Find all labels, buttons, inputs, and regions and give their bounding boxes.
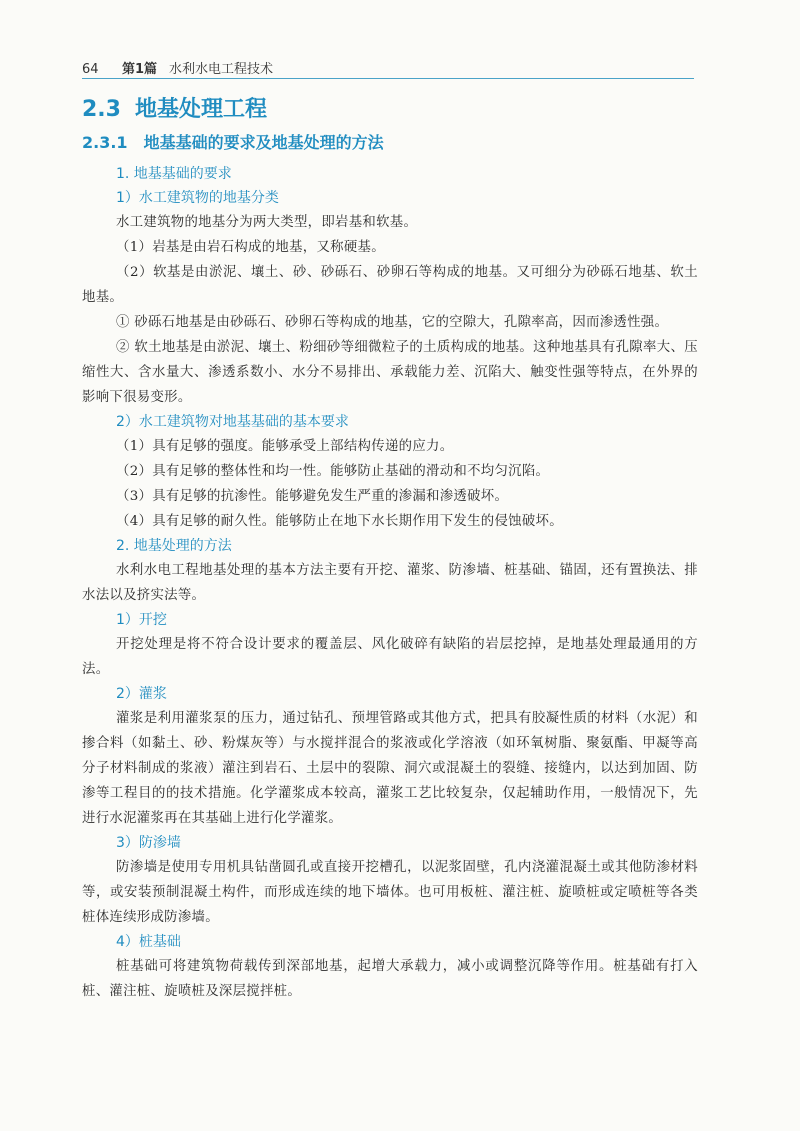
heading-excavation: 1）开挖 (116, 612, 167, 628)
section-title: 地基处理工程 (134, 97, 267, 122)
heading-grouting: 2）灌浆 (116, 686, 167, 702)
paragraph: ① 砂砾石地基是由砂砾石、砂卵石等构成的地基，它的空隙大，孔隙率高，因而渗透性强。 (116, 315, 669, 330)
page-number: 64 (82, 62, 99, 77)
list-item: （1）具有足够的强度。能够承受上部结构传递的应力。 (116, 439, 454, 454)
heading-cutoff-wall: 3）防渗墙 (116, 835, 181, 851)
page-body (82, 94, 698, 1004)
heading-basic-requirements: 2）水工建筑物对地基基础的基本要求 (116, 414, 349, 430)
paragraph: 水利水电工程地基处理的基本方法主要有开挖、灌浆、防渗墙、桩基础、锚固，还有置换法、排水法以及挤实法等。 (82, 563, 698, 603)
heading-foundation-requirements: 1. 地基基础的要求 (116, 166, 232, 182)
paragraph: （1）岩基是由岩石构成的地基，又称硬基。 (116, 240, 385, 255)
paragraph: 灌浆是利用灌浆泵的压力，通过钻孔、预埋管路或其他方式，把具有胶凝性质的材料（水泥）和掺合料（如黏土、砂、粉煤灰等）与水搅拌混合的浆液或化学溶液（如环氧树脂、聚氨酯、甲凝等高分子材料制成的浆液）灌注到岩石、土层中的裂隙、洞穴或混凝土的裂缝、接缝内，以达到加固、防渗等工程目的的技术措施。化学灌浆成本较高，灌浆工艺比较复杂，仅起辅助作用，一般情况下，先进行水泥灌浆再在其基础上进行化学灌浆。 (82, 711, 698, 826)
list-item: （4）具有足够的耐久性。能够防止在地下水长期作用下发生的侵蚀破坏。 (116, 514, 563, 529)
heading-treatment-methods: 2. 地基处理的方法 (116, 538, 232, 554)
subsection-title: 地基基础的要求及地基处理的方法 (143, 133, 384, 152)
subsection-number: 2.3.1 (82, 133, 128, 152)
paragraph: 水工建筑物的地基分为两大类型，即岩基和软基。 (116, 215, 418, 230)
section-heading (82, 94, 698, 126)
list-item: （3）具有足够的抗渗性。能够避免发生严重的渗漏和渗透破坏。 (116, 489, 509, 504)
running-header (82, 58, 694, 79)
paragraph: ② 软土地基是由淤泥、壤土、粉细砂等细微粒子的土质构成的地基。这种地基具有孔隙率大、压缩性大、含水量大、渗透系数小、水分不易排出、承载能力差、沉陷大、触变性强等特点，在外界的影响下很易变形。 (82, 340, 698, 405)
part-label: 第1篇 (122, 62, 158, 77)
section-number: 2.3 (82, 97, 121, 122)
heading-foundation-classification: 1）水工建筑物的地基分类 (116, 190, 279, 206)
list-item: （2）具有足够的整体性和均一性。能够防止基础的滑动和不均匀沉陷。 (116, 464, 550, 479)
part-title: 水利水电工程技术 (169, 62, 274, 77)
heading-pile-foundation: 4）桩基础 (116, 934, 181, 950)
paragraph: 防渗墙是使用专用机具钻凿圆孔或直接开挖槽孔，以泥浆固壁，孔内浇灌混凝土或其他防渗材料等，或安装预制混凝土构件，而形成连续的地下墙体。也可用板桩、灌注桩、旋喷桩或定喷桩等各类桩体连续形成防渗墙。 (82, 860, 698, 925)
paragraph: 桩基础可将建筑物荷载传到深部地基，起增大承载力，减小或调整沉降等作用。桩基础有打入桩、灌注桩、旋喷桩及深层搅拌桩。 (82, 959, 698, 999)
subsection-heading (82, 128, 698, 158)
paragraph: （2）软基是由淤泥、壤土、砂、砂砾石、砂卵石等构成的地基。又可细分为砂砾石地基、软土地基。 (82, 265, 698, 305)
paragraph: 开挖处理是将不符合设计要求的覆盖层、风化破碎有缺陷的岩层挖掉，是地基处理最通用的方法。 (82, 637, 698, 677)
